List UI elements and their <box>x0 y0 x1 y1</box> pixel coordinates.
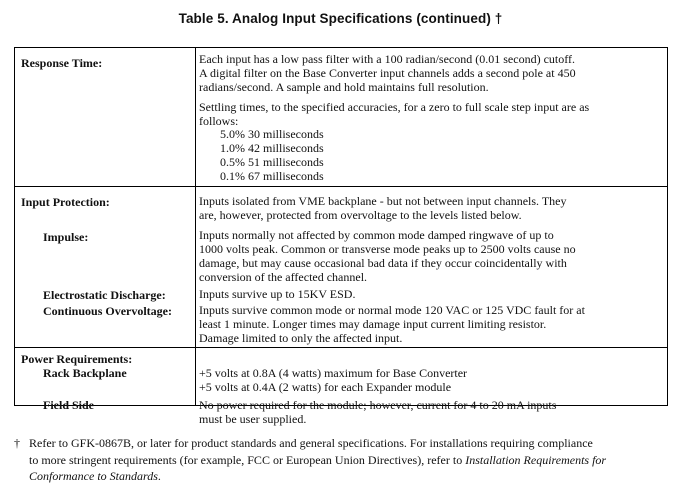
table-title: Table 5. Analog Input Specifications (continued) † <box>178 11 503 26</box>
field-side-line: No power required for the module; however, current for 4 to 20 mA inputs <box>199 398 557 412</box>
response-time-line: radians/second. A sample and hold maintains full resolution. <box>199 80 489 94</box>
footnote-reference-title: Installation Requirements for <box>465 453 607 467</box>
esd-label: Electrostatic Discharge: <box>43 288 166 302</box>
impulse-line: conversion of the affected channel. <box>199 270 368 284</box>
settling-time-item: 5.0% 30 milliseconds <box>220 127 324 141</box>
impulse-line: Inputs normally not affected by common mode damped ringwave of up to <box>199 228 554 242</box>
settling-intro-line: follows: <box>199 114 239 128</box>
spec-table <box>14 47 668 426</box>
settling-time-item: 0.1% 67 milliseconds <box>220 169 324 183</box>
settling-time-item: 0.5% 51 milliseconds <box>220 155 324 169</box>
impulse-line: 1000 volts peak. Common or transverse mode peaks up to 2500 volts cause no <box>199 242 576 256</box>
footnote-period: . <box>157 469 161 483</box>
esd-value: Inputs survive up to 15KV ESD. <box>199 287 356 301</box>
response-time-label: Response Time: <box>21 56 103 70</box>
footnote-text: to more stringent requirements (for example, FCC or European Union Directives), refer to <box>29 453 466 467</box>
impulse-label: Impulse: <box>43 230 89 244</box>
rack-backplane-line: +5 volts at 0.4A (2 watts) for each Expander module <box>199 380 452 394</box>
overvoltage-line: Damage limited to only the affected input. <box>199 331 403 345</box>
row-divider <box>15 347 667 348</box>
field-side-label: Field Side <box>43 398 95 412</box>
row-divider <box>15 186 667 187</box>
footnote-line <box>29 469 161 485</box>
input-protection-line: are, however, protected from overvoltage to the levels listed below. <box>199 208 522 222</box>
footnote-line <box>29 453 606 469</box>
impulse-line: damage, but may cause occasional bad data if they occur coincidentally with <box>199 256 567 270</box>
input-protection-label: Input Protection: <box>21 195 110 209</box>
response-time-line: A digital filter on the Base Converter input channels adds a second pole at 450 <box>199 66 576 80</box>
settling-intro-line: Settling times, to the specified accuracies, for a zero to full scale step input are as <box>199 100 590 114</box>
overvoltage-label: Continuous Overvoltage: <box>43 304 172 318</box>
footnote-line: Refer to GFK-0867B, or later for product standards and general specifications. For installations requiring compliance <box>29 436 593 450</box>
settling-time-item: 1.0% 42 milliseconds <box>220 141 324 155</box>
overvoltage-line: least 1 minute. Longer times may damage input current limiting resistor. <box>199 317 547 331</box>
field-side-line: must be user supplied. <box>199 412 307 426</box>
rack-backplane-line: +5 volts at 0.8A (4 watts) maximum for Base Converter <box>199 366 468 380</box>
column-divider <box>195 48 196 405</box>
response-time-line: Each input has a low pass filter with a 100 radian/second (0.01 second) cutoff. <box>199 52 576 66</box>
footnote-dagger: † <box>14 436 20 450</box>
footnote-reference-title: Conformance to Standards <box>29 469 158 483</box>
input-protection-line: Inputs isolated from VME backplane - but not between input channels. They <box>199 194 567 208</box>
overvoltage-line: Inputs survive common mode or normal mode 120 VAC or 125 VDC fault for at <box>199 303 585 317</box>
power-requirements-label: Power Requirements: <box>21 352 133 366</box>
rack-backplane-label: Rack Backplane <box>43 366 127 380</box>
